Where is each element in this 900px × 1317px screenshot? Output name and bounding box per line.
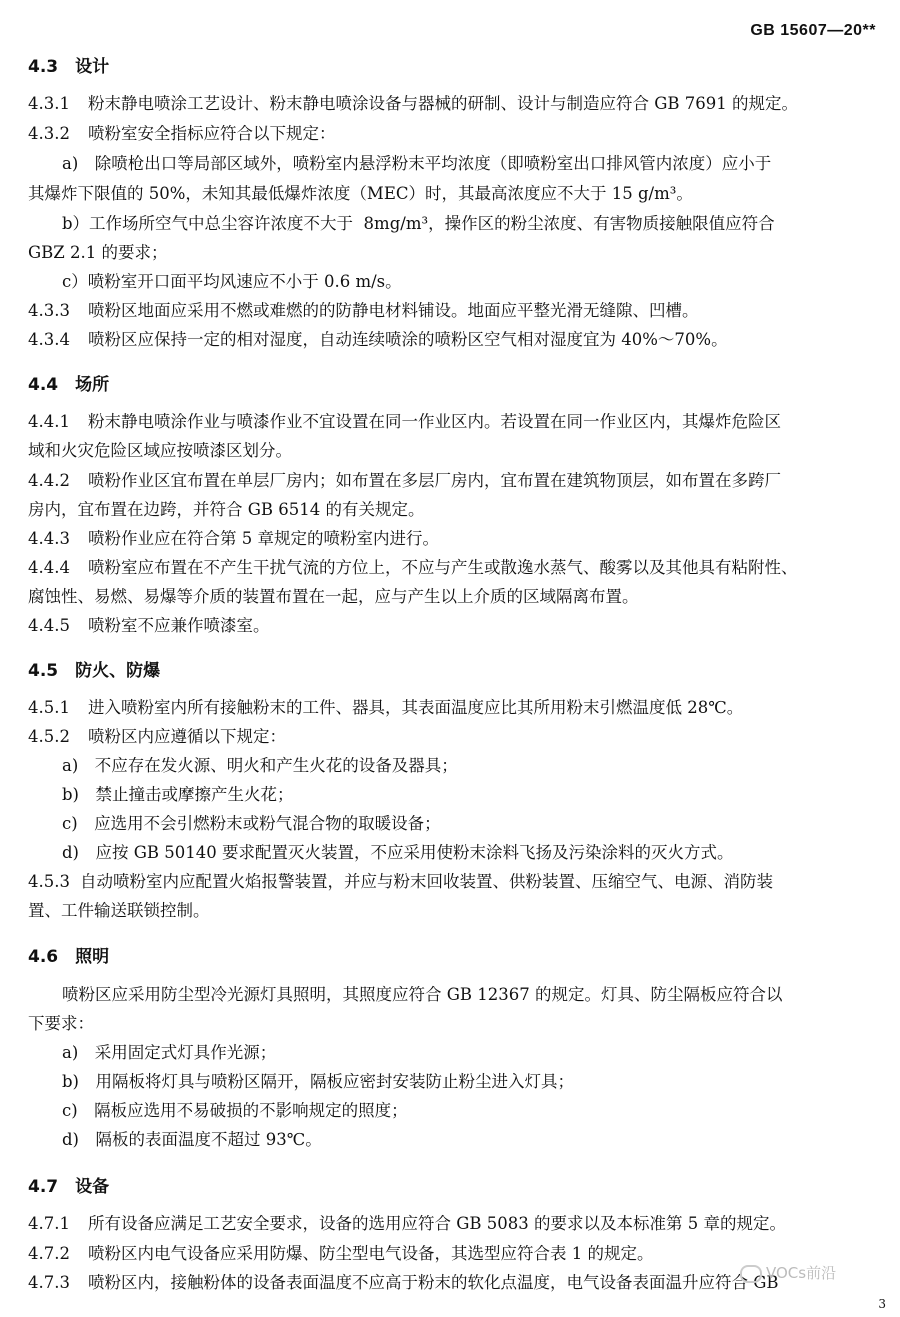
clause-4-4-4-cont: 腐蚀性、易燃、易爆等介质的装置布置在一起，应与产生以上介质的区域隔离布置。 — [28, 587, 639, 606]
item-d: d) 隔板的表面温度不超过 93℃。 — [62, 1130, 322, 1149]
watermark-text: VOCs前沿 — [766, 1264, 837, 1282]
clause-number: 4.5.2 — [28, 727, 70, 746]
clause-4-4-1 — [28, 411, 781, 433]
clause-4-7-1 — [28, 1213, 786, 1235]
clause-text: 喷粉区地面应采用不燃或难燃的的防静电材料铺设。地面应平整光滑无缝隙、凹槽。 — [88, 301, 699, 320]
clause-text: 喷粉区应保持一定的相对湿度，自动连续喷涂的喷粉区空气相对湿度宜为 40%～70%。 — [88, 330, 728, 349]
clause-number: 4.4.1 — [28, 412, 70, 431]
clause-number: 4.4.4 — [28, 558, 70, 577]
clause-number: 4.4.3 — [28, 529, 70, 548]
clause-text: 喷粉作业应在符合第 5 章规定的喷粉室内进行。 — [88, 529, 439, 548]
item-c: c) 应选用不会引燃粉末或粉气混合物的取暖设备； — [62, 814, 441, 833]
clause-4-5-2 — [28, 726, 286, 748]
clause-number: 4.4.5 — [28, 616, 70, 635]
clause-4-4-4 — [28, 557, 798, 579]
clause-number: 4.3.3 — [28, 301, 70, 320]
clause-4-3-4 — [28, 329, 728, 351]
section-heading-4-5: 4.5 防火、防爆 — [28, 661, 161, 681]
clause-text: 自动喷粉室内应配置火焰报警装置，并应与粉末回收装置、供粉装置、压缩空气、电源、消防装 — [80, 872, 773, 891]
clause-4-5-3 — [28, 871, 773, 893]
section-heading-4-7: 4.7 设备 — [28, 1177, 110, 1197]
watermark — [740, 1262, 836, 1283]
clause-4-4-2 — [28, 470, 781, 492]
clause-4-7-2 — [28, 1243, 654, 1265]
page-number: 3 — [878, 1297, 886, 1311]
clause-number: 4.3.4 — [28, 330, 70, 349]
item-c: c) 隔板应选用不易破损的不影响规定的照度； — [62, 1101, 408, 1120]
clause-text: 喷粉区内，接触粉体的设备表面温度不应高于粉末的软化点温度，电气设备表面温升应符合 GB — [88, 1273, 779, 1292]
item-a: a) 不应存在发火源、明火和产生火花的设备及器具； — [62, 756, 458, 775]
item-a-line2: 其爆炸下限值的 50%，未知其最低爆炸浓度（MEC）时，其最高浓度应不大于 15 g/m³。 — [28, 184, 693, 203]
paragraph-line1: 喷粉区应采用防尘型冷光源灯具照明，其照度应符合 GB 12367 的规定。灯具、防尘隔板应符合以 — [62, 985, 783, 1004]
clause-4-3-2 — [28, 123, 336, 145]
clause-text: 喷粉作业区宜布置在单层厂房内；如布置在多层厂房内，宜布置在建筑物顶层，如布置在多跨厂 — [88, 471, 781, 490]
clause-number: 4.5.3 — [28, 872, 70, 891]
clause-number: 4.7.3 — [28, 1273, 70, 1292]
clause-text: 喷粉室应布置在不产生干扰气流的方位上，不应与产生或散逸水蒸气、酸雾以及其他具有粘附性、 — [88, 558, 798, 577]
clause-4-4-2-cont: 房内，宜布置在边跨，并符合 GB 6514 的有关规定。 — [28, 500, 425, 519]
item-d: d) 应按 GB 50140 要求配置灭火装置，不应采用使粉末涂料飞扬及污染涂料的灭火方式。 — [62, 843, 734, 862]
section-heading-4-6: 4.6 照明 — [28, 947, 110, 967]
clause-4-4-1-cont: 域和火灾危险区域应按喷漆区划分。 — [28, 441, 292, 460]
clause-text: 喷粉区内应遵循以下规定： — [88, 727, 286, 746]
section-heading-4-3: 4.3 设计 — [28, 57, 110, 77]
clause-number: 4.7.2 — [28, 1244, 70, 1263]
clause-text: 所有设备应满足工艺安全要求，设备的选用应符合 GB 5083 的要求以及本标准第 5 章的规定。 — [88, 1214, 787, 1233]
item-a-line1: a) 除喷枪出口等局部区域外，喷粉室内悬浮粉末平均浓度（即喷粉室出口排风管内浓度）应小于 — [62, 154, 772, 173]
clause-number: 4.7.1 — [28, 1214, 70, 1233]
item-b: b) 禁止撞击或摩擦产生火花； — [62, 785, 294, 804]
clause-number: 4.3.2 — [28, 124, 70, 143]
section-heading-4-4: 4.4 场所 — [28, 375, 110, 395]
item-b: b) 用隔板将灯具与喷粉区隔开，隔板应密封安装防止粉尘进入灯具； — [62, 1072, 574, 1091]
clause-text: 粉末静电喷涂作业与喷漆作业不宜设置在同一作业区内。若设置在同一作业区内，其爆炸危险区 — [88, 412, 781, 431]
clause-text: 进入喷粉室内所有接触粉末的工件、器具，其表面温度应比其所用粉末引燃温度低 28℃。 — [88, 698, 744, 717]
standard-code: GB 15607—20** — [750, 22, 876, 39]
clause-text: 喷粉室安全指标应符合以下规定： — [88, 124, 336, 143]
clause-4-4-5 — [28, 615, 270, 637]
clause-4-5-3-cont: 置、工件输送联锁控制。 — [28, 901, 210, 920]
clause-text: 粉末静电喷涂工艺设计、粉末静电喷涂设备与器械的研制、设计与制造应符合 GB 7691 的规定。 — [88, 94, 799, 113]
item-a: a) 采用固定式灯具作光源； — [62, 1043, 277, 1062]
item-b-line1: b）工作场所空气中总尘容许浓度不大于 8mg/m³，操作区的粉尘浓度、有害物质接触限值应符合 — [62, 214, 775, 233]
clause-number: 4.5.1 — [28, 698, 70, 717]
clause-4-3-1 — [28, 93, 798, 115]
wechat-icon — [740, 1265, 762, 1283]
clause-text: 喷粉室不应兼作喷漆室。 — [88, 616, 270, 635]
clause-4-4-3 — [28, 528, 439, 550]
clause-text: 喷粉区内电气设备应采用防爆、防尘型电气设备，其选型应符合表 1 的规定。 — [88, 1244, 654, 1263]
clause-4-7-3 — [28, 1272, 779, 1294]
clause-number: 4.4.2 — [28, 471, 70, 490]
item-c: c）喷粉室开口面平均风速应不小于 0.6 m/s。 — [62, 272, 402, 291]
clause-4-3-3 — [28, 300, 699, 322]
clause-4-5-1 — [28, 697, 743, 719]
item-b-line2: GBZ 2.1 的要求； — [28, 243, 168, 262]
clause-number: 4.3.1 — [28, 94, 70, 113]
paragraph-line2: 下要求： — [28, 1014, 94, 1033]
